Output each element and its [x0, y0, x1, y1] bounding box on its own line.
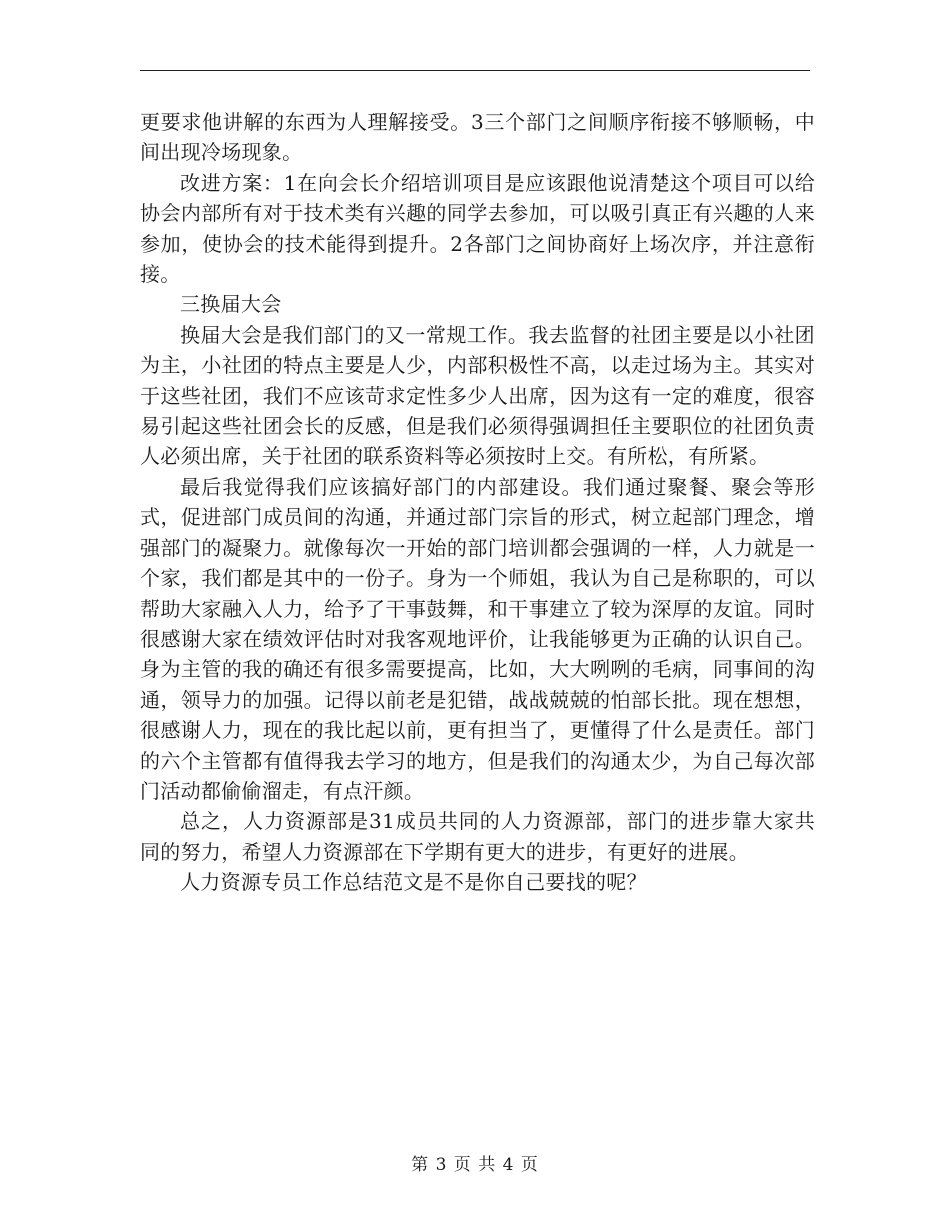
paragraph-election-meeting: 换届大会是我们部门的又一常规工作。我去监督的社团主要是以小社团为主，小社团的特点主要是人少，内部积极性不高，以走过场为主。其实对于这些社团，我们不应该苛求定性多少人出席，因为这有一定的难度，很容易引起这些社团会长的反感，但是我们必须得强调担任主要职位的社团负责人必须出席，关于社团的联系资料等必须按时上交。有所松，有所紧。 [140, 322, 815, 469]
paragraph-summary: 总之，人力资源部是31成员共同的人力资源部，部门的进步靠大家共同的努力，希望人力资源部在下学期有更大的进步，有更好的进展。 [140, 809, 815, 864]
page-number-footer: 第 3 页 共 4 页 [411, 1155, 539, 1175]
paragraph-internal-building: 最后我觉得我们应该搞好部门的内部建设。我们通过聚餐、聚会等形式，促进部门成员间的沟通，并通过部门宗旨的形式，树立起部门理念，增强部门的凝聚力。就像每次一开始的部门培训都会强调的一样，人力就是一个家，我们都是其中的一份子。身为一个师姐，我认为自己是称职的，可以帮助大家融入人力，给予了干事鼓舞，和干事建立了较为深厚的友谊。同时很感谢大家在绩效评估时对我客观地评价，让我能够更为正确的认识自己。身为主管的我的确还有很多需要提高，比如，大大咧咧的毛病，同事间的沟通，领导力的加强。记得以前老是犯错，战战兢兢的怕部长批。现在想想，很感谢人力，现在的我比起以前，更有担当了，更懂得了什么是责任。部门的六个主管都有值得我去学习的地方，但是我们的沟通太少，为自己每次部门活动都偷偷溜走，有点汗颜。 [140, 474, 815, 803]
paragraph-closing: 人力资源专员工作总结范文是不是你自己要找的呢？ [180, 870, 647, 895]
header-rule [140, 70, 810, 71]
paragraph-improvement-plan: 改进方案：1在向会长介绍培训项目是应该跟他说清楚这个项目可以给协会内部所有对于技术类有兴趣的同学去参加，可以吸引真正有兴趣的人来参加，使协会的技术能得到提升。2各部门之间协商好上场次序，并注意衔接。 [140, 170, 815, 287]
paragraph-1: 更要求他讲解的东西为人理解接受。3三个部门之间顺序衔接不够顺畅，中间出现冷场现象。 [140, 110, 815, 165]
document-body [140, 107, 815, 898]
section-heading-election: 三换届大会 [180, 292, 282, 317]
